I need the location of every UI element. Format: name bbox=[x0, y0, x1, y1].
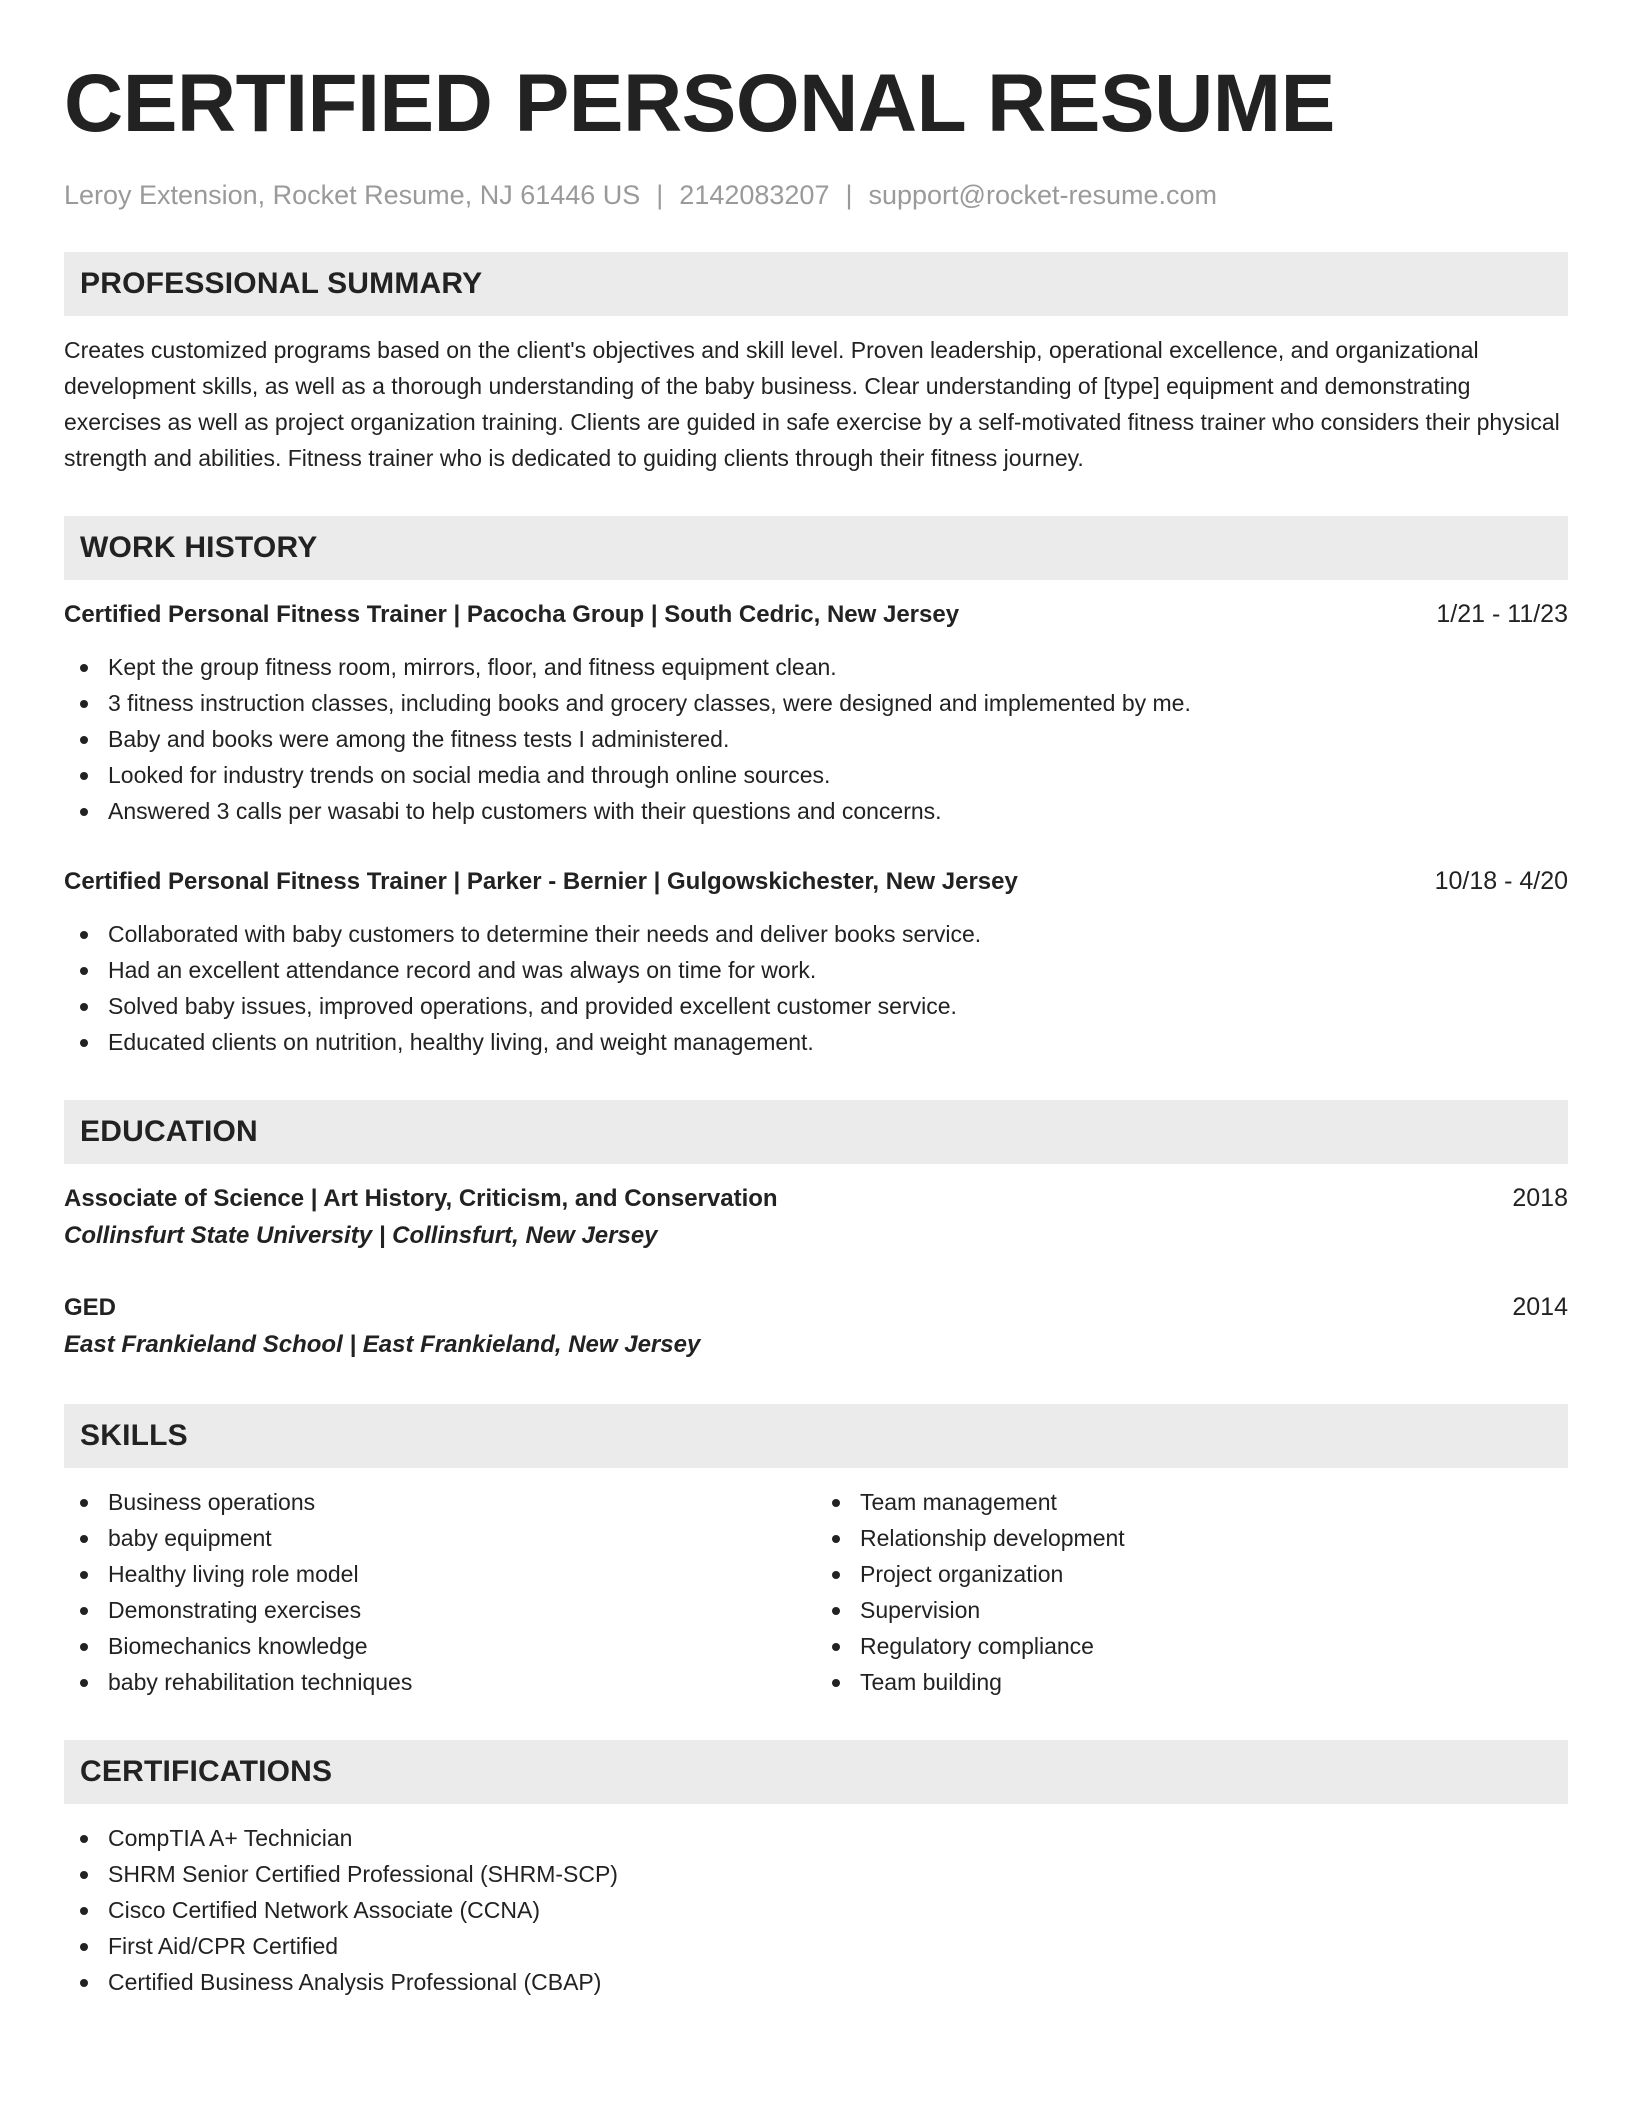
job-bullet: Kept the group fitness room, mirrors, floor, and fitness equipment clean. bbox=[64, 649, 1568, 685]
skills-columns bbox=[64, 1484, 1568, 1700]
job-bullets bbox=[64, 916, 1568, 1060]
certification-item: SHRM Senior Certified Professional (SHRM-SCP) bbox=[64, 1856, 1568, 1892]
resume-title: CERTIFIED PERSONAL RESUME bbox=[64, 58, 1335, 149]
job-entry bbox=[64, 596, 1568, 829]
education-year: 2018 bbox=[1512, 1184, 1568, 1212]
job-title: Certified Personal Fitness Trainer | Pacocha Group | South Cedric, New Jersey bbox=[64, 601, 960, 628]
skill-item: Business operations bbox=[64, 1484, 816, 1520]
job-dates: 1/21 - 11/23 bbox=[1436, 600, 1568, 628]
section-header-summary: PROFESSIONAL SUMMARY bbox=[64, 252, 1568, 316]
skill-item: baby rehabilitation techniques bbox=[64, 1664, 816, 1700]
skills-list-right bbox=[816, 1484, 1568, 1700]
contact-email: support@rocket-resume.com bbox=[868, 180, 1218, 210]
certification-item: CompTIA A+ Technician bbox=[64, 1820, 1568, 1856]
job-header bbox=[64, 863, 1568, 900]
job-bullets bbox=[64, 649, 1568, 829]
skill-item: Regulatory compliance bbox=[816, 1628, 1568, 1664]
skill-item: Demonstrating exercises bbox=[64, 1592, 816, 1628]
job-bullet: Looked for industry trends on social media and through online sources. bbox=[64, 757, 1568, 793]
education-header bbox=[64, 1289, 1568, 1326]
education-degree: Associate of Science | Art History, Criticism, and Conservation bbox=[64, 1185, 778, 1212]
education-degree: GED bbox=[64, 1294, 117, 1321]
section-header-skills: SKILLS bbox=[64, 1404, 1568, 1468]
job-bullet: Answered 3 calls per wasabi to help customers with their questions and concerns. bbox=[64, 793, 1568, 829]
skill-item: Project organization bbox=[816, 1556, 1568, 1592]
skill-item: baby equipment bbox=[64, 1520, 816, 1556]
skill-item: Team building bbox=[816, 1664, 1568, 1700]
education-school: East Frankieland School | East Frankieland, New Jersey bbox=[64, 1331, 701, 1358]
education-entry bbox=[64, 1180, 1568, 1255]
job-bullet: Collaborated with baby customers to determine their needs and deliver books service. bbox=[64, 916, 1568, 952]
contact-separator: | bbox=[656, 180, 664, 210]
certifications-list bbox=[64, 1820, 1568, 2000]
skill-item: Biomechanics knowledge bbox=[64, 1628, 816, 1664]
skill-item: Supervision bbox=[816, 1592, 1568, 1628]
job-header bbox=[64, 596, 1568, 633]
job-entry bbox=[64, 863, 1568, 1060]
contact-separator: | bbox=[845, 180, 853, 210]
contact-address: Leroy Extension, Rocket Resume, NJ 61446 US bbox=[64, 180, 641, 210]
skill-item: Relationship development bbox=[816, 1520, 1568, 1556]
section-header-work-history: WORK HISTORY bbox=[64, 516, 1568, 580]
job-bullet: Had an excellent attendance record and was always on time for work. bbox=[64, 952, 1568, 988]
certification-item: First Aid/CPR Certified bbox=[64, 1928, 1568, 1964]
skills-list-left bbox=[64, 1484, 816, 1700]
certification-item: Cisco Certified Network Associate (CCNA) bbox=[64, 1892, 1568, 1928]
contact-line bbox=[64, 178, 1568, 212]
education-year: 2014 bbox=[1512, 1293, 1568, 1321]
job-title: Certified Personal Fitness Trainer | Parker - Bernier | Gulgowskichester, New Jersey bbox=[64, 868, 1018, 895]
certification-item: Certified Business Analysis Professional (CBAP) bbox=[64, 1964, 1568, 2000]
education-school: Collinsfurt State University | Collinsfurt, New Jersey bbox=[64, 1222, 658, 1249]
job-bullet: Baby and books were among the fitness tests I administered. bbox=[64, 721, 1568, 757]
job-bullet: Solved baby issues, improved operations, and provided excellent customer service. bbox=[64, 988, 1568, 1024]
skill-item: Team management bbox=[816, 1484, 1568, 1520]
education-header bbox=[64, 1180, 1568, 1217]
skill-item: Healthy living role model bbox=[64, 1556, 816, 1592]
summary-text: Creates customized programs based on the client's objectives and skill level. Proven leadership, operational excellence, and organizational development skills, as well as a thorough understanding of the baby business. Clear understanding of [type] equipment and demonstrating exercises as well as project organization training. Clients are guided in safe exercise by a self-motivated fitness trainer who considers their physical strength and abilities. Fitness trainer who is dedicated to guiding clients through their fitness journey. bbox=[64, 337, 1560, 471]
job-dates: 10/18 - 4/20 bbox=[1434, 867, 1568, 895]
section-header-education: EDUCATION bbox=[64, 1100, 1568, 1164]
section-header-certifications: CERTIFICATIONS bbox=[64, 1740, 1568, 1804]
job-bullet: Educated clients on nutrition, healthy living, and weight management. bbox=[64, 1024, 1568, 1060]
contact-phone: 2142083207 bbox=[679, 180, 830, 210]
job-bullet: 3 fitness instruction classes, including books and grocery classes, were designed and implemented by me. bbox=[64, 685, 1568, 721]
education-entry bbox=[64, 1289, 1568, 1364]
